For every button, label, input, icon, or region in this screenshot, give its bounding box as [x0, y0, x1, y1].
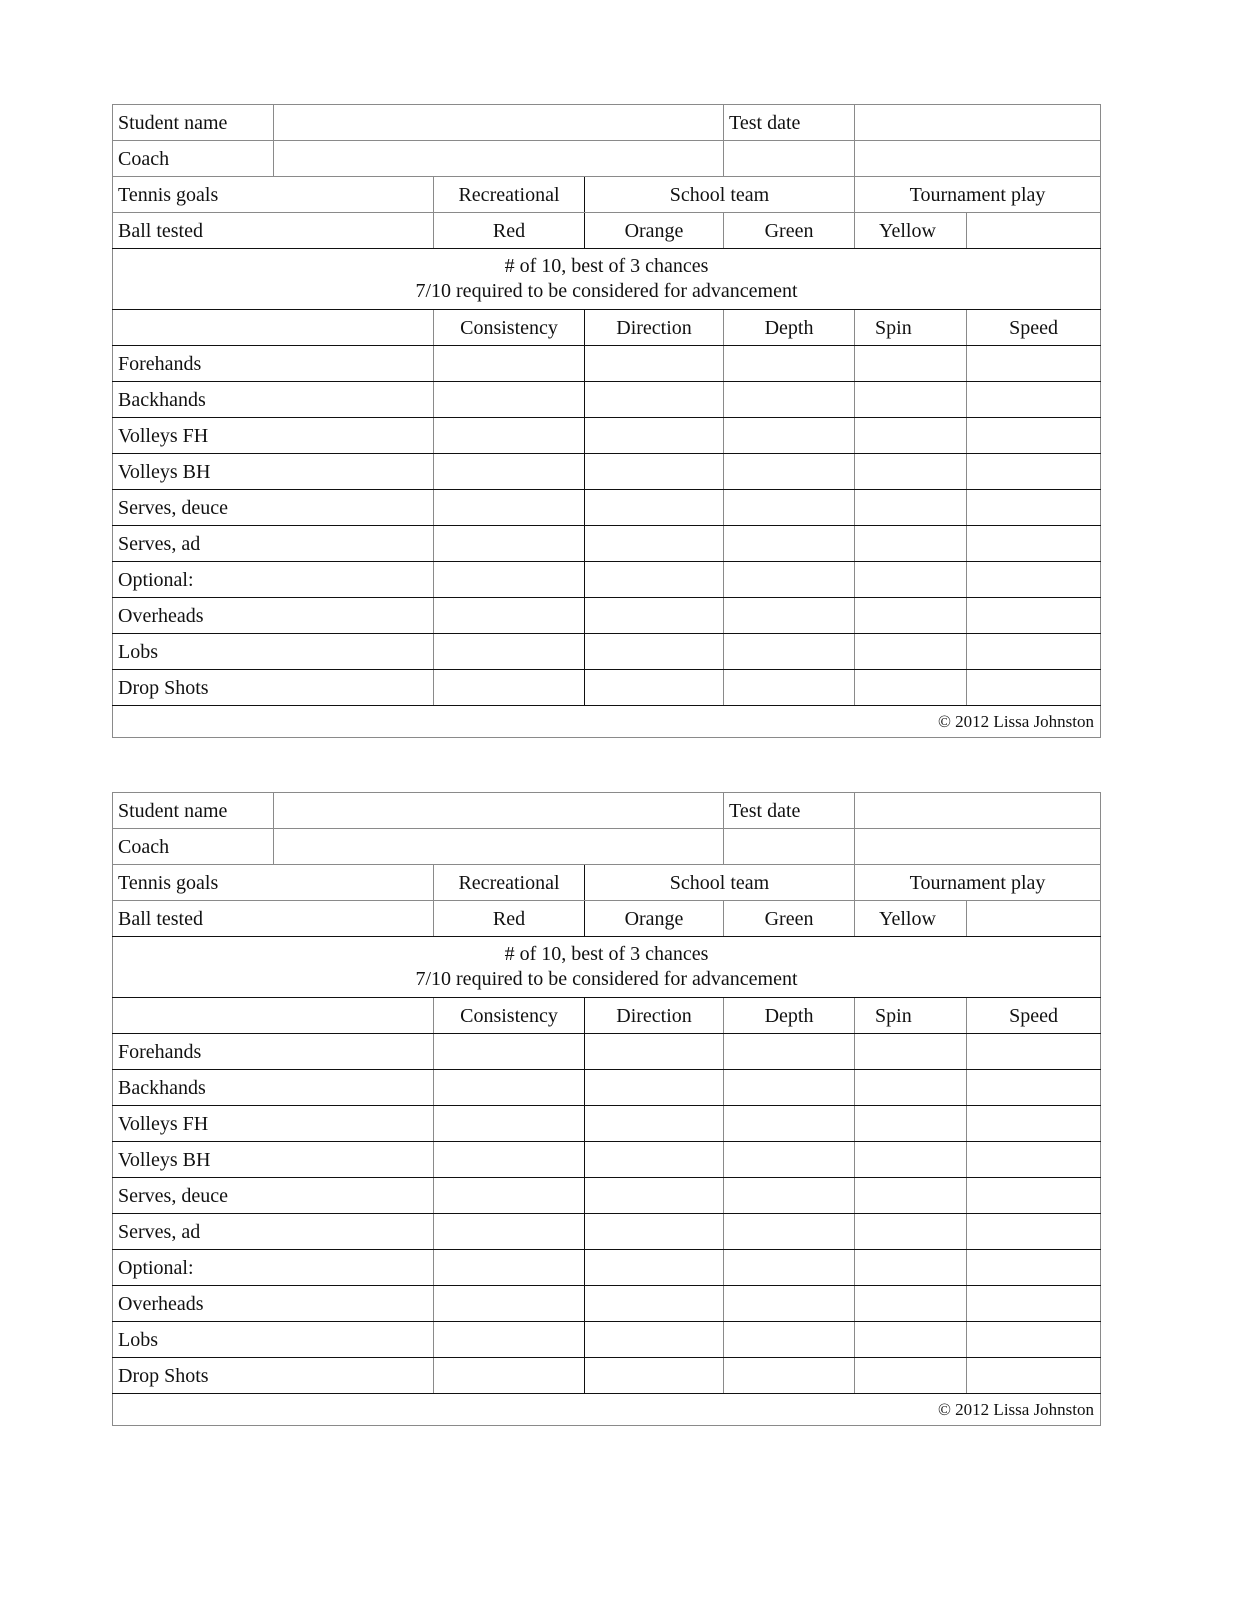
- ball-tested-label: Ball tested: [113, 901, 434, 937]
- test-date-field[interactable]: [855, 793, 1101, 829]
- test-date-label: Test date: [724, 793, 855, 829]
- coach-label: Coach: [113, 829, 274, 865]
- score-cell-consistency[interactable]: [434, 1322, 585, 1358]
- score-cell-speed[interactable]: [967, 418, 1101, 454]
- score-cell-spin[interactable]: [855, 1214, 967, 1250]
- score-cell-speed[interactable]: [967, 1178, 1101, 1214]
- score-cell-consistency[interactable]: [434, 1142, 585, 1178]
- copyright: © 2012 Lissa Johnston: [113, 1394, 1101, 1426]
- test-date-field[interactable]: [855, 105, 1101, 141]
- coach-extra-field-2[interactable]: [855, 141, 1101, 177]
- column-header-blank: [113, 998, 434, 1034]
- score-cell-speed[interactable]: [967, 346, 1101, 382]
- student-name-field[interactable]: [274, 793, 724, 829]
- score-cell-depth[interactable]: [724, 1106, 855, 1142]
- test-date-label: Test date: [724, 105, 855, 141]
- stroke-row: [113, 454, 1101, 490]
- score-cell-consistency[interactable]: [434, 454, 585, 490]
- score-cell-depth[interactable]: [724, 1250, 855, 1286]
- skills-test-table: [112, 792, 1101, 1426]
- score-cell-spin[interactable]: [855, 1250, 967, 1286]
- score-cell-speed[interactable]: [967, 1142, 1101, 1178]
- score-cell-spin[interactable]: [855, 1034, 967, 1070]
- stroke-label: Serves, deuce: [113, 490, 434, 526]
- score-cell-depth[interactable]: [724, 634, 855, 670]
- score-cell-consistency[interactable]: [434, 1070, 585, 1106]
- score-cell-speed[interactable]: [967, 1322, 1101, 1358]
- stroke-row: [113, 1106, 1101, 1142]
- instructions: [113, 249, 1101, 310]
- score-cell-consistency[interactable]: [434, 1214, 585, 1250]
- score-cell-spin[interactable]: [855, 346, 967, 382]
- column-header-depth: Depth: [724, 998, 855, 1034]
- ball-option-red[interactable]: Red: [434, 213, 585, 249]
- stroke-label: Volleys BH: [113, 1142, 434, 1178]
- instructions: [113, 937, 1101, 998]
- score-cell-speed[interactable]: [967, 562, 1101, 598]
- score-cell-depth[interactable]: [724, 1034, 855, 1070]
- goal-option-recreational[interactable]: Recreational: [434, 177, 585, 213]
- goal-option-school-team[interactable]: School team: [585, 177, 855, 213]
- score-cell-direction[interactable]: [585, 382, 724, 418]
- score-cell-spin[interactable]: [855, 1286, 967, 1322]
- score-cell-spin[interactable]: [855, 1358, 967, 1394]
- instructions-line-1: # of 10, best of 3 chances: [504, 255, 709, 277]
- score-cell-direction[interactable]: [585, 562, 724, 598]
- score-cell-speed[interactable]: [967, 1358, 1101, 1394]
- score-cell-consistency[interactable]: [434, 634, 585, 670]
- score-cell-spin[interactable]: [855, 490, 967, 526]
- score-cell-spin[interactable]: [855, 382, 967, 418]
- score-cell-consistency[interactable]: [434, 670, 585, 706]
- stroke-row: [113, 1178, 1101, 1214]
- score-cell-spin[interactable]: [855, 1142, 967, 1178]
- stroke-row: [113, 382, 1101, 418]
- stroke-label: Backhands: [113, 1070, 434, 1106]
- score-cell-depth[interactable]: [724, 1214, 855, 1250]
- score-cell-spin[interactable]: [855, 1106, 967, 1142]
- score-cell-consistency[interactable]: [434, 490, 585, 526]
- tennis-goals-label: Tennis goals: [113, 177, 434, 213]
- ball-option-blank[interactable]: [967, 213, 1101, 249]
- score-cell-consistency[interactable]: [434, 1286, 585, 1322]
- stroke-label: Optional:: [113, 562, 434, 598]
- student-name-label: Student name: [113, 793, 274, 829]
- score-cell-direction[interactable]: [585, 526, 724, 562]
- score-cell-spin[interactable]: [855, 1070, 967, 1106]
- score-cell-direction[interactable]: [585, 1034, 724, 1070]
- stroke-label: Optional:: [113, 1250, 434, 1286]
- stroke-row: [113, 562, 1101, 598]
- ball-option-blank[interactable]: [967, 901, 1101, 937]
- score-cell-depth[interactable]: [724, 1286, 855, 1322]
- column-header-spin: Spin: [855, 310, 967, 346]
- ball-option-red[interactable]: Red: [434, 901, 585, 937]
- score-cell-depth[interactable]: [724, 454, 855, 490]
- ball-option-yellow[interactable]: Yellow: [855, 901, 967, 937]
- coach-row: [113, 829, 1101, 865]
- stroke-row: [113, 1286, 1101, 1322]
- footer-row: [113, 1394, 1101, 1426]
- score-cell-consistency[interactable]: [434, 562, 585, 598]
- stroke-row: [113, 634, 1101, 670]
- stroke-label: Volleys FH: [113, 1106, 434, 1142]
- score-cell-depth[interactable]: [724, 670, 855, 706]
- instructions-line-2: 7/10 required to be considered for advancement: [415, 280, 798, 302]
- skills-test-form-1: [112, 104, 1100, 738]
- column-header-consistency: Consistency: [434, 310, 585, 346]
- footer-row: [113, 706, 1101, 738]
- score-cell-direction[interactable]: [585, 1142, 724, 1178]
- stroke-label: Serves, ad: [113, 526, 434, 562]
- instructions-line-1: # of 10, best of 3 chances: [504, 943, 709, 965]
- coach-field[interactable]: [274, 829, 724, 865]
- copyright: © 2012 Lissa Johnston: [113, 706, 1101, 738]
- column-header-blank: [113, 310, 434, 346]
- score-cell-spin[interactable]: [855, 418, 967, 454]
- student-name-field[interactable]: [274, 105, 724, 141]
- stroke-label: Forehands: [113, 1034, 434, 1070]
- coach-row: [113, 141, 1101, 177]
- score-cell-consistency[interactable]: [434, 382, 585, 418]
- score-cell-spin[interactable]: [855, 670, 967, 706]
- stroke-rows: [113, 346, 1101, 706]
- ball-tested-row: [113, 901, 1101, 937]
- stroke-row: [113, 346, 1101, 382]
- stroke-label: Lobs: [113, 1322, 434, 1358]
- stroke-row: [113, 1070, 1101, 1106]
- column-header-row: [113, 310, 1101, 346]
- stroke-row: [113, 490, 1101, 526]
- stroke-label: Overheads: [113, 1286, 434, 1322]
- score-cell-speed[interactable]: [967, 598, 1101, 634]
- score-cell-spin[interactable]: [855, 1178, 967, 1214]
- score-cell-direction[interactable]: [585, 598, 724, 634]
- score-cell-depth[interactable]: [724, 1142, 855, 1178]
- coach-field[interactable]: [274, 141, 724, 177]
- score-cell-direction[interactable]: [585, 634, 724, 670]
- ball-option-orange[interactable]: Orange: [585, 901, 724, 937]
- stroke-label: Backhands: [113, 382, 434, 418]
- tennis-goals-row: [113, 865, 1101, 901]
- score-cell-direction[interactable]: [585, 1250, 724, 1286]
- column-header-speed: Speed: [967, 998, 1101, 1034]
- instructions-line-2: 7/10 required to be considered for advancement: [415, 968, 798, 990]
- score-cell-speed[interactable]: [967, 454, 1101, 490]
- stroke-label: Lobs: [113, 634, 434, 670]
- score-cell-direction[interactable]: [585, 1286, 724, 1322]
- stroke-label: Overheads: [113, 598, 434, 634]
- ball-option-green[interactable]: Green: [724, 213, 855, 249]
- score-cell-spin[interactable]: [855, 634, 967, 670]
- score-cell-speed[interactable]: [967, 490, 1101, 526]
- score-cell-spin[interactable]: [855, 562, 967, 598]
- stroke-rows: [113, 1034, 1101, 1394]
- score-cell-speed[interactable]: [967, 1286, 1101, 1322]
- score-cell-speed[interactable]: [967, 634, 1101, 670]
- score-cell-speed[interactable]: [967, 1106, 1101, 1142]
- goal-option-tournament-play[interactable]: Tournament play: [855, 865, 1101, 901]
- ball-option-orange[interactable]: Orange: [585, 213, 724, 249]
- student-name-label: Student name: [113, 105, 274, 141]
- score-cell-depth[interactable]: [724, 346, 855, 382]
- score-cell-direction[interactable]: [585, 1358, 724, 1394]
- column-header-row: [113, 998, 1101, 1034]
- score-cell-depth[interactable]: [724, 598, 855, 634]
- score-cell-depth[interactable]: [724, 418, 855, 454]
- stroke-row: [113, 418, 1101, 454]
- column-header-consistency: Consistency: [434, 998, 585, 1034]
- skills-test-table: [112, 104, 1101, 738]
- score-cell-consistency[interactable]: [434, 598, 585, 634]
- student-name-row: [113, 793, 1101, 829]
- stroke-label: Volleys BH: [113, 454, 434, 490]
- score-cell-speed[interactable]: [967, 1070, 1101, 1106]
- stroke-label: Serves, ad: [113, 1214, 434, 1250]
- score-cell-depth[interactable]: [724, 490, 855, 526]
- score-cell-direction[interactable]: [585, 1070, 724, 1106]
- stroke-label: Serves, deuce: [113, 1178, 434, 1214]
- score-cell-speed[interactable]: [967, 1250, 1101, 1286]
- score-cell-consistency[interactable]: [434, 418, 585, 454]
- score-cell-direction[interactable]: [585, 418, 724, 454]
- score-cell-spin[interactable]: [855, 526, 967, 562]
- score-cell-consistency[interactable]: [434, 346, 585, 382]
- instructions-row: [113, 249, 1101, 310]
- stroke-row: [113, 670, 1101, 706]
- score-cell-consistency[interactable]: [434, 1034, 585, 1070]
- coach-label: Coach: [113, 141, 274, 177]
- score-cell-depth[interactable]: [724, 1178, 855, 1214]
- coach-extra-field[interactable]: [724, 829, 855, 865]
- score-cell-direction[interactable]: [585, 1178, 724, 1214]
- score-cell-spin[interactable]: [855, 454, 967, 490]
- score-cell-direction[interactable]: [585, 454, 724, 490]
- score-cell-speed[interactable]: [967, 670, 1101, 706]
- score-cell-speed[interactable]: [967, 1034, 1101, 1070]
- score-cell-direction[interactable]: [585, 1214, 724, 1250]
- coach-extra-field-2[interactable]: [855, 829, 1101, 865]
- stroke-row: [113, 1358, 1101, 1394]
- score-cell-depth[interactable]: [724, 562, 855, 598]
- score-cell-direction[interactable]: [585, 490, 724, 526]
- score-cell-spin[interactable]: [855, 1322, 967, 1358]
- stroke-row: [113, 1250, 1101, 1286]
- ball-option-green[interactable]: Green: [724, 901, 855, 937]
- goal-option-school-team[interactable]: School team: [585, 865, 855, 901]
- goal-option-tournament-play[interactable]: Tournament play: [855, 177, 1101, 213]
- score-cell-consistency[interactable]: [434, 1178, 585, 1214]
- tennis-goals-row: [113, 177, 1101, 213]
- stroke-row: [113, 1214, 1101, 1250]
- stroke-label: Forehands: [113, 346, 434, 382]
- tennis-goals-label: Tennis goals: [113, 865, 434, 901]
- stroke-row: [113, 1142, 1101, 1178]
- column-header-depth: Depth: [724, 310, 855, 346]
- stroke-row: [113, 1034, 1101, 1070]
- stroke-label: Drop Shots: [113, 1358, 434, 1394]
- coach-extra-field[interactable]: [724, 141, 855, 177]
- stroke-label: Drop Shots: [113, 670, 434, 706]
- score-cell-consistency[interactable]: [434, 1106, 585, 1142]
- stroke-row: [113, 598, 1101, 634]
- score-cell-consistency[interactable]: [434, 1250, 585, 1286]
- column-header-spin: Spin: [855, 998, 967, 1034]
- score-cell-direction[interactable]: [585, 1322, 724, 1358]
- ball-option-yellow[interactable]: Yellow: [855, 213, 967, 249]
- score-cell-direction[interactable]: [585, 346, 724, 382]
- score-cell-depth[interactable]: [724, 382, 855, 418]
- score-cell-depth[interactable]: [724, 1322, 855, 1358]
- stroke-row: [113, 526, 1101, 562]
- score-cell-spin[interactable]: [855, 598, 967, 634]
- stroke-row: [113, 1322, 1101, 1358]
- score-cell-speed[interactable]: [967, 526, 1101, 562]
- score-cell-direction[interactable]: [585, 670, 724, 706]
- score-cell-direction[interactable]: [585, 1106, 724, 1142]
- score-cell-speed[interactable]: [967, 382, 1101, 418]
- column-header-speed: Speed: [967, 310, 1101, 346]
- skills-test-form-2: [112, 792, 1100, 1426]
- goal-option-recreational[interactable]: Recreational: [434, 865, 585, 901]
- score-cell-consistency[interactable]: [434, 526, 585, 562]
- student-name-row: [113, 105, 1101, 141]
- score-cell-depth[interactable]: [724, 1358, 855, 1394]
- column-header-direction: Direction: [585, 310, 724, 346]
- score-cell-consistency[interactable]: [434, 1358, 585, 1394]
- ball-tested-row: [113, 213, 1101, 249]
- score-cell-depth[interactable]: [724, 526, 855, 562]
- stroke-label: Volleys FH: [113, 418, 434, 454]
- score-cell-depth[interactable]: [724, 1070, 855, 1106]
- column-header-direction: Direction: [585, 998, 724, 1034]
- instructions-row: [113, 937, 1101, 998]
- score-cell-speed[interactable]: [967, 1214, 1101, 1250]
- ball-tested-label: Ball tested: [113, 213, 434, 249]
